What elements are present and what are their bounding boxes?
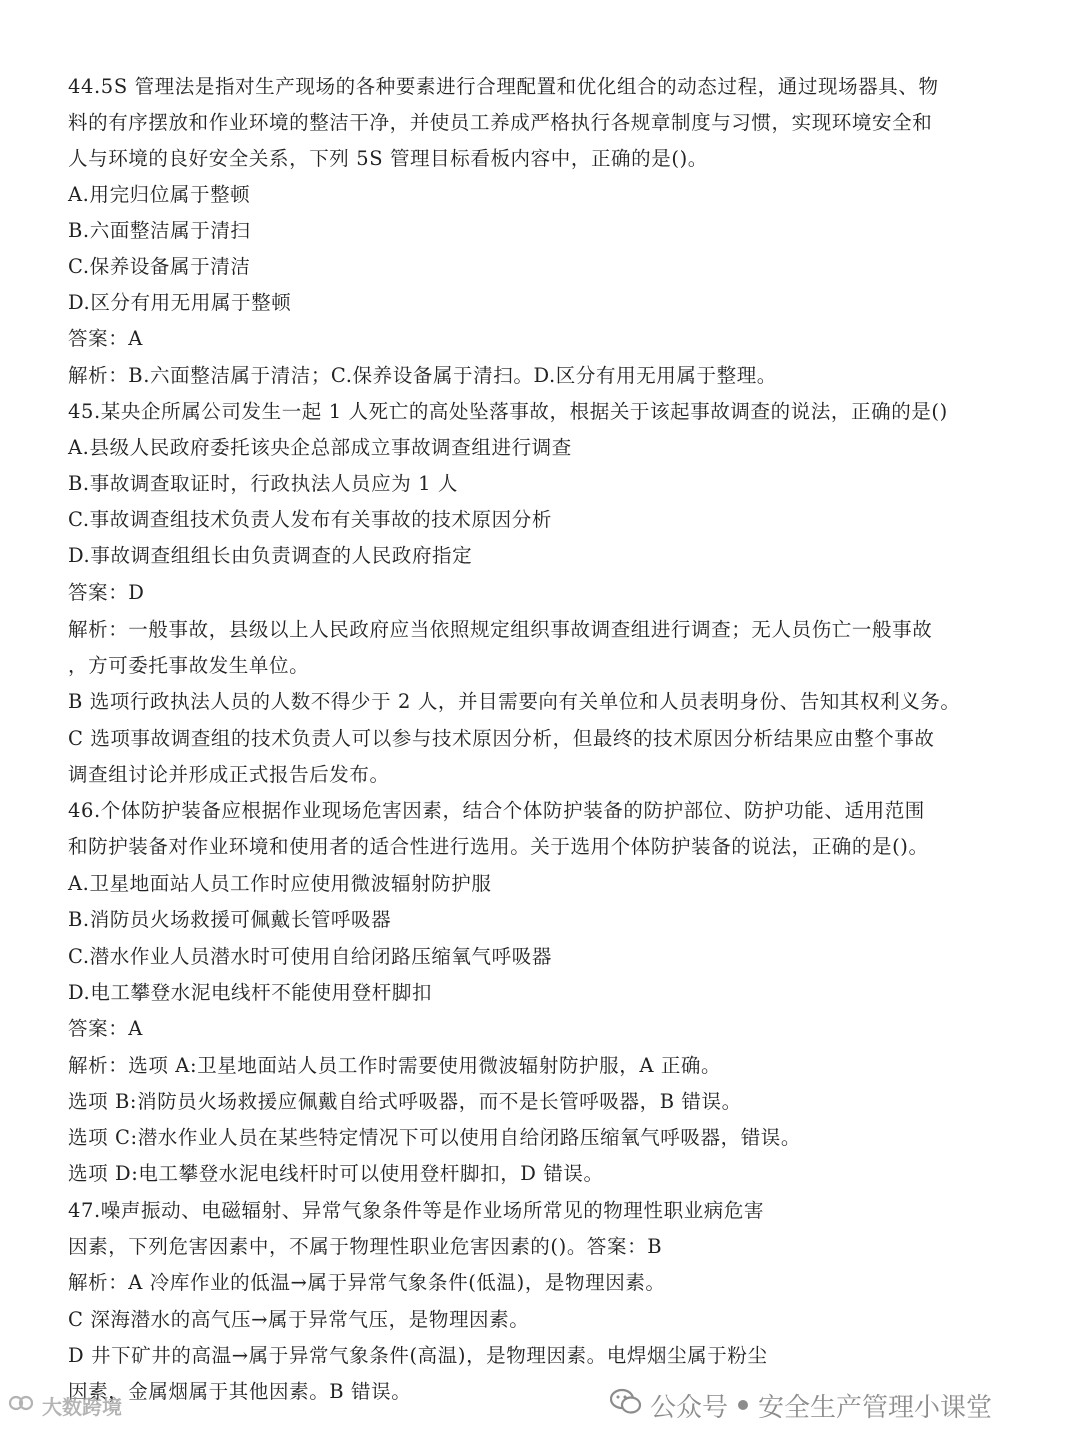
text-line: 解析：选项 A:卫星地面站人员工作时需要使用微波辐射防护服，A 正确。 [68, 1054, 722, 1077]
text-line: 因素，下列危害因素中，不属于物理性职业危害因素的()。答案：B [68, 1235, 663, 1258]
text-line: 44.5S 管理法是指对生产现场的各种要素进行合理配置和优化组合的动态过程，通过现场器具、物 [68, 75, 939, 98]
text-line: 答案：A [68, 1017, 143, 1040]
text-line: ，方可委托事故发生单位。 [68, 654, 310, 677]
text-line: 调查组讨论并形成正式报告后发布。 [68, 763, 390, 786]
text-line: C.事故调查组技术负责人发布有关事故的技术原因分析 [68, 508, 552, 531]
text-line: D 井下矿井的高温→属于异常气象条件(高温)，是物理因素。电焊烟尘属于粉尘 [68, 1344, 768, 1367]
watermark-right-name: 安全生产管理小课堂 [758, 1392, 993, 1423]
text-line: 解析：A 冷库作业的低温→属于异常气象条件(低温)，是物理因素。 [68, 1271, 666, 1294]
text-line: C.潜水作业人员潜水时可使用自给闭路压缩氧气呼吸器 [68, 945, 552, 968]
text-line: 47.噪声振动、电磁辐射、异常气象条件等是作业场所常见的物理性职业病危害 [68, 1199, 765, 1222]
watermark-right-prefix: 公众号 [650, 1392, 729, 1423]
text-line: C.保养设备属于清洁 [68, 255, 251, 278]
text-line: C 选项事故调查组的技术负责人可以参与技术原因分析，但最终的技术原因分析结果应由整个事故 [68, 727, 935, 750]
text-line: 选项 C:潜水作业人员在某些特定情况下可以使用自给闭路压缩氧气呼吸器，错误。 [68, 1126, 801, 1149]
text-line: 和防护装备对作业环境和使用者的适合性进行选用。关于选用个体防护装备的说法，正确的是()。 [68, 835, 929, 858]
text-line: 解析：一般事故，县级以上人民政府应当依照规定组织事故调查组进行调查；无人员伤亡一般事故 [68, 618, 933, 641]
text-line: B.六面整洁属于清扫 [68, 219, 251, 242]
text-line: 解析：B.六面整洁属于清洁；C.保养设备属于清扫。D.区分有用无用属于整理。 [68, 364, 777, 387]
text-line: 因素，金属烟属于其他因素。B 错误。 [68, 1380, 412, 1403]
text-line: 人与环境的良好安全关系，下列 5S 管理目标看板内容中，正确的是()。 [68, 147, 708, 170]
link-icon [8, 1393, 34, 1417]
text-line: B.消防员火场救援可佩戴长管呼吸器 [68, 908, 392, 931]
text-line: D.事故调查组组长由负责调查的人民政府指定 [68, 544, 473, 567]
text-line: A.卫星地面站人员工作时应使用微波辐射防护服 [68, 872, 492, 895]
text-line: B.事故调查取证时，行政执法人员应为 1 人 [68, 472, 459, 495]
text-line: 45.某央企所属公司发生一起 1 人死亡的高处坠落事故，根据关于该起事故调查的说法，正确的是() [68, 400, 948, 423]
text-line: D.电工攀登水泥电线杆不能使用登杆脚扣 [68, 981, 433, 1004]
text-line: D.区分有用无用属于整顿 [68, 291, 292, 314]
wechat-icon [610, 1388, 642, 1423]
text-line: 答案：D [68, 581, 145, 604]
text-line: C 深海潜水的高气压→属于异常气压，是物理因素。 [68, 1308, 530, 1331]
watermark-left [8, 1385, 122, 1425]
text-line: A.用完归位属于整顿 [68, 183, 251, 206]
text-line: 选项 B:消防员火场救援应佩戴自给式呼吸器，而不是长管呼吸器，B 错误。 [68, 1090, 742, 1113]
text-line: 答案：A [68, 327, 143, 350]
watermark-right [610, 1385, 992, 1425]
text-line: 料的有序摆放和作业环境的整洁干净，并使员工养成严格执行各规章制度与习惯，实现环境安全和 [68, 111, 933, 134]
text-line: B 选项行政执法人员的人数不得少于 2 人，并目需要向有关单位和人员表明身份、告知其权利义务。 [68, 690, 961, 713]
text-line: A.县级人民政府委托该央企总部成立事故调查组进行调查 [68, 436, 572, 459]
text-line: 46.个体防护装备应根据作业现场危害因素，结合个体防护装备的防护部位、防护功能、适用范围 [68, 799, 925, 822]
separator-dot [738, 1400, 748, 1410]
text-line: 选项 D:电工攀登水泥电线杆时可以使用登杆脚扣，D 错误。 [68, 1162, 604, 1185]
watermark-left-text: 大数跨境 [42, 1394, 122, 1419]
